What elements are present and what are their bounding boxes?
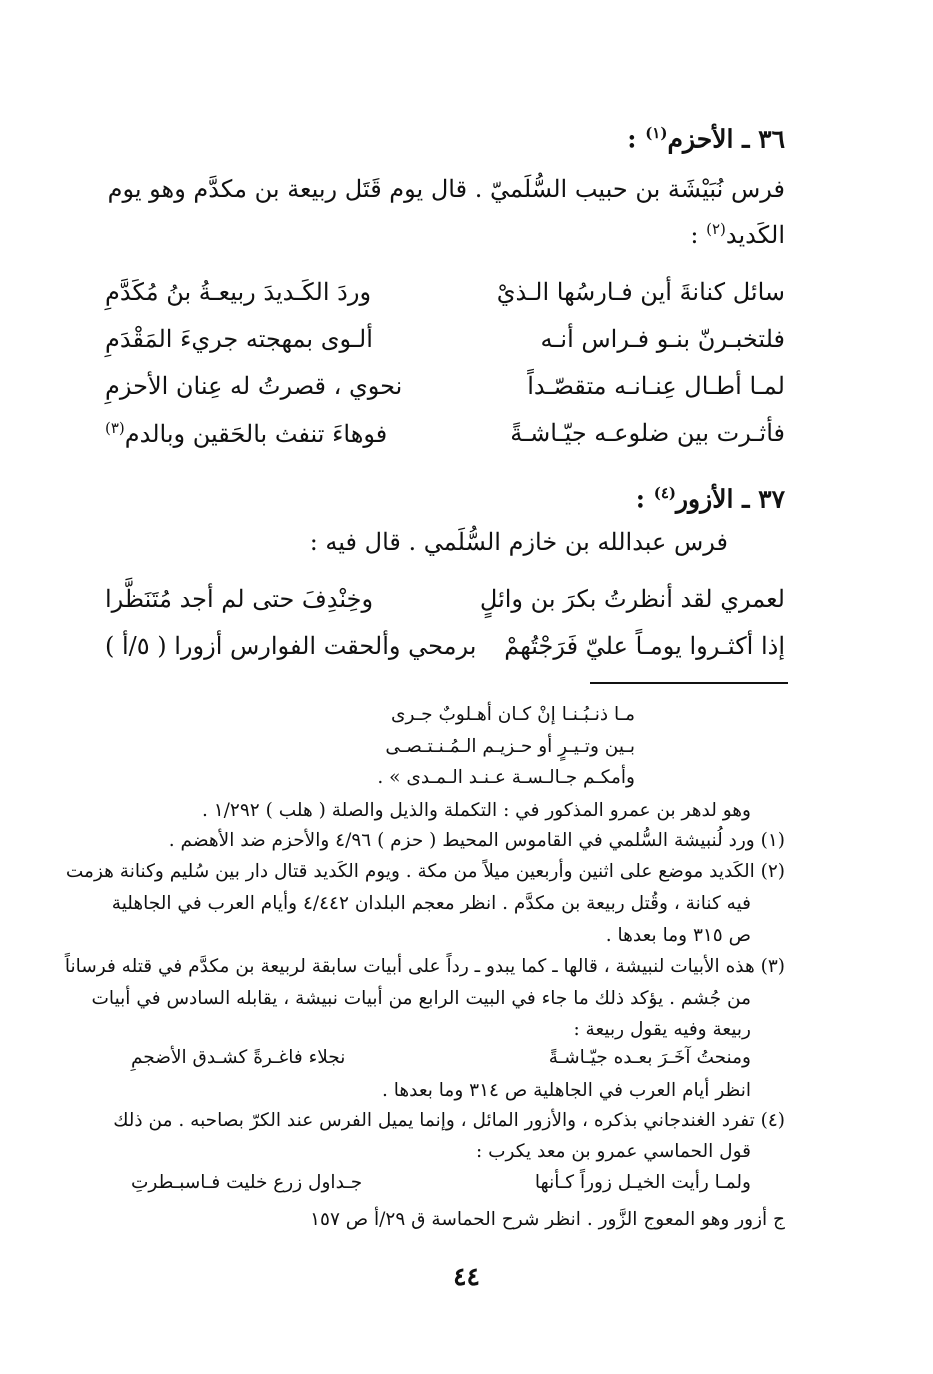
footnote-quote-line: بـين وتـيـرٍ أو حـزيـم الـمُـنـتـصـى — [385, 736, 635, 757]
verse-second-hemistich: برمحي وألحقت الفوارس أزورا ( ٥/أ ) — [105, 632, 477, 660]
footnote-quote-line: وأمكـم جـالـسـة عـنـد الـمـدى » . — [377, 767, 635, 788]
footnote-3-verse — [131, 1047, 751, 1073]
poem-verse — [105, 585, 785, 625]
verse-first-hemistich: ومنحتُ آخَـرَ بعـده جيّـاشـةً — [548, 1047, 751, 1068]
verse-second-hemistich: جـداول زرع خليت فـاسبـطرتِ — [131, 1172, 363, 1193]
poem-verse — [105, 278, 785, 318]
verse-first-hemistich: لمـا أطـال عِنـانـه متقصّـداً — [527, 372, 785, 400]
verse-first-hemistich: إذا أكثـروا يومـاً عليّ فَرَجْتُهمْ — [504, 632, 785, 660]
footnote-ref-4: (٤) — [653, 484, 676, 502]
entry-37-heading: ٣٧ ـ الأزور$^{(٤)}$ : — [635, 484, 785, 514]
footnote-4-verse — [131, 1172, 751, 1198]
footnote-1: (١) ورد لُنبيشة السُّلمي في القاموس المحيط ( حزم ) ٤/٩٦ والأحزم ضد الأهضم . — [168, 830, 785, 851]
footnote-4-cont: قول الحماسي عمرو بن معد يكرب : — [476, 1141, 751, 1162]
verse-second-hemistich: وردَ الكَـديدَ ربيعـةُ بنُ مُكَدَّمِ — [105, 278, 372, 306]
footnote-2-cont: ص ٣١٥ وما بعدها . — [605, 925, 751, 946]
footnote-2-cont: فيه كنانة ، وقُتل ربيعة بن مكدَّم . انظر معجم البلدان ٤/٤٤٢ وأيام العرب في الجاهلية — [111, 893, 751, 914]
verse-second-hemistich: نحوي ، قصرتُ له عِنان الأحزمِ — [105, 372, 403, 400]
footnote-4-cont: ج أزور وهو المعوج الزَّور . انظر شرح الحماسة ق ٢٩/أ ص ١٥٧ — [310, 1209, 785, 1230]
footnote-3-cont: انظر أيام العرب في الجاهلية ص ٣١٤ وما بعدها . — [381, 1080, 751, 1101]
verse-second-hemistich: فوهاءَ تنفث بالحَقين وبالدم$^{(٣)}$ — [105, 419, 388, 448]
footnote-ref-1: (١) — [645, 124, 668, 142]
poem-verse — [105, 325, 785, 365]
footnote-3-cont: من جُشم . يؤكد ذلك ما جاء في البيت الرابع من أبيات نبيشة ، يقابله السادس في أبيات — [91, 988, 751, 1009]
footnote-quote-line: مـا ذنـبُـنـا إنْ كـان أهـلوبٌ جـرى — [391, 704, 635, 725]
entry-36-description: فرس نُبَيْشَة بن حبيب السُّلَميّ . قال يوم قَتَل ربيعة بن مكدَّم وهو يوم — [107, 175, 785, 203]
entry-36-heading: ٣٦ ـ الأحزم$^{(١)}$ : — [627, 124, 785, 154]
verse-second-hemistich: وخِنْدِفَ حتى لم أجد مُتَنَظَّرا — [105, 585, 374, 613]
footnote-divider — [590, 682, 788, 684]
entry-37-description: فرس عبدالله بن خازم السُّلَمي . قال فيه : — [309, 528, 728, 556]
verse-first-hemistich: ولمـا رأيت الخيـل زوراً كـأنها — [534, 1172, 751, 1193]
footnote-ref-3: (٣) — [105, 419, 125, 437]
footnote-4: (٤) تفرد الغندجاني بذكره ، والأزور المائل ، وإنما يميل الفرس عند الكرّ بصاحبه . من ذلك — [113, 1110, 785, 1131]
footnote-2: (٢) الكَديد موضع على اثنين وأربعين ميلاً من مكة . ويوم الكَديد قتال دار بين سُليم وكنانة هزمت — [65, 861, 785, 882]
footnote-ref-2: (٢) — [706, 220, 726, 238]
poem-verse — [105, 372, 785, 412]
verse-second-hemistich: نجلاء فاغـرةً كشـدق الأضجمِ — [131, 1047, 346, 1068]
footnote-intro: وهو لدهر بن عمرو المذكور في : التكملة والذيل والصلة ( هلب ) ١/٢٩٢ . — [201, 800, 751, 821]
poem-verse — [105, 632, 785, 672]
footnote-3: (٣) هذه الأبيات لنبيشة ، قالها ـ كما يبدو ـ رداً على أبيات سابقة لربيعة بن مكدَّم في قتله فرساناً — [64, 956, 785, 977]
verse-first-hemistich: سائل كنانةَ أين فـارسُها الـذيْ — [496, 278, 785, 306]
verse-first-hemistich: لعمري لقد أنظرتُ بكرَ بن وائلٍ — [479, 585, 785, 613]
verse-first-hemistich: فلتخبـرنّ بنـو فـراس أنـه — [540, 325, 785, 353]
page-number: ٤٤ — [453, 1262, 480, 1291]
verse-first-hemistich: فأثـرت بين ضلوعـه جيّـاشـةً — [510, 419, 785, 447]
poem-verse — [105, 419, 785, 459]
entry-36-description-cont: الكَديد$^{(٢)}$ : — [690, 220, 785, 249]
verse-second-hemistich: ألـوى بمهجته جريءَ المَقْدَمِ — [105, 325, 373, 353]
footnote-3-cont: ربيعة وفيه يقول ربيعة : — [573, 1019, 751, 1040]
